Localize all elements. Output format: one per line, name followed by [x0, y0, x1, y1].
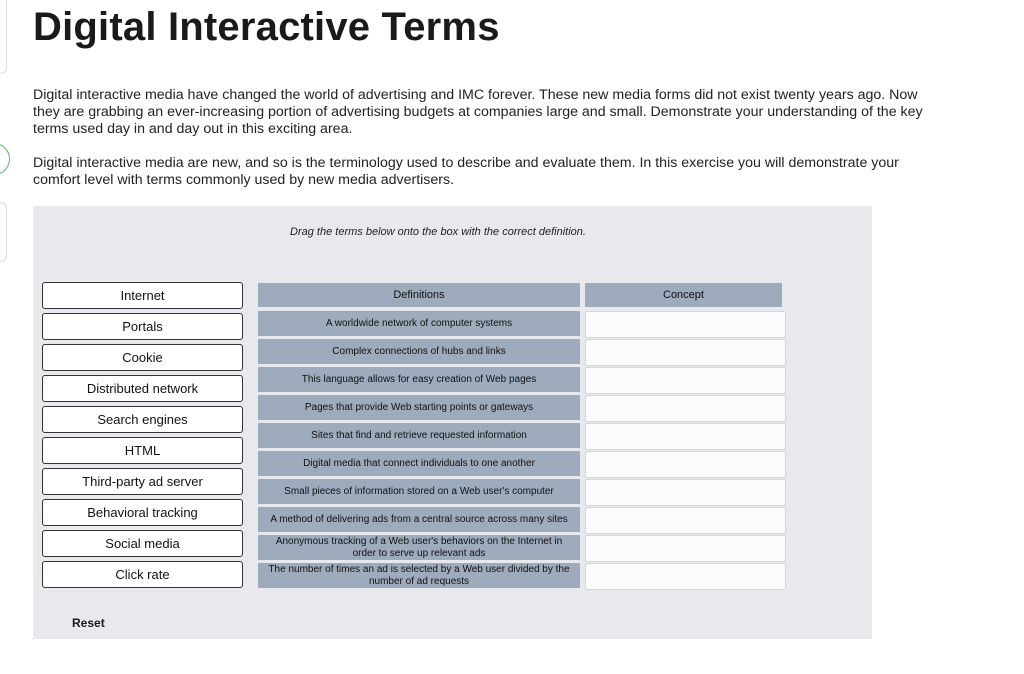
definition-cell: Complex connections of hubs and links: [258, 339, 580, 364]
term-card[interactable]: Portals: [42, 313, 243, 340]
concept-drop-box[interactable]: [585, 451, 786, 478]
definition-cell: Digital media that connect individuals to one another: [258, 451, 580, 476]
term-card[interactable]: Search engines: [42, 406, 243, 433]
drag-drop-activity: [33, 206, 872, 639]
definitions-header: Definitions: [258, 283, 580, 307]
concept-drop-box[interactable]: [585, 395, 786, 422]
concept-drop-box[interactable]: [585, 535, 786, 562]
concept-header: Concept: [585, 283, 782, 307]
concept-drop-box[interactable]: [585, 423, 786, 450]
definition-cell: Anonymous tracking of a Web user's behaviors on the Internet in order to serve up relevant ads: [258, 535, 580, 560]
definition-cell: The number of times an ad is selected by a Web user divided by the number of ad requests: [258, 563, 580, 588]
term-card[interactable]: HTML: [42, 437, 243, 464]
term-card[interactable]: Click rate: [42, 561, 243, 588]
left-edge-status-indicator: [0, 143, 10, 175]
activity-instruction: Drag the terms below onto the box with the correct definition.: [290, 226, 586, 238]
concept-drop-box[interactable]: [585, 479, 786, 506]
term-card[interactable]: Behavioral tracking: [42, 499, 243, 526]
intro-paragraph-2: Digital interactive media are new, and so is the terminology used to describe and evaluate them. In this exercise you will demonstrate your comfort level with terms commonly used by new media advertisers.: [33, 155, 899, 188]
concept-drop-box[interactable]: [585, 507, 786, 534]
term-card[interactable]: Internet: [42, 282, 243, 309]
definition-cell: A method of delivering ads from a central source across many sites: [258, 507, 580, 532]
intro-paragraph-1: Digital interactive media have changed the world of advertising and IMC forever. These new media forms did not exist twenty years ago. Now they are grabbing an ever-increasing portion of advertising budgets at companies large and small. Demonstrate your understanding of the key terms used day in and day out in this exciting area.: [33, 87, 923, 137]
concept-drop-box[interactable]: [585, 311, 786, 338]
left-edge-panel-lower: [0, 202, 7, 262]
definition-cell: Sites that find and retrieve requested information: [258, 423, 580, 448]
concept-drop-box[interactable]: [585, 367, 786, 394]
definition-cell: This language allows for easy creation of Web pages: [258, 367, 580, 392]
concept-drop-box[interactable]: [585, 563, 786, 590]
definition-cell: A worldwide network of computer systems: [258, 311, 580, 336]
term-card[interactable]: Distributed network: [42, 375, 243, 402]
page-title: Digital Interactive Terms: [33, 5, 500, 49]
term-card[interactable]: Social media: [42, 530, 243, 557]
left-edge-panel: [0, 0, 7, 74]
term-card[interactable]: Third-party ad server: [42, 468, 243, 495]
definition-cell: Small pieces of information stored on a Web user's computer: [258, 479, 580, 504]
reset-button[interactable]: Reset: [72, 616, 105, 630]
term-card[interactable]: Cookie: [42, 344, 243, 371]
definition-cell: Pages that provide Web starting points or gateways: [258, 395, 580, 420]
concept-drop-box[interactable]: [585, 339, 786, 366]
